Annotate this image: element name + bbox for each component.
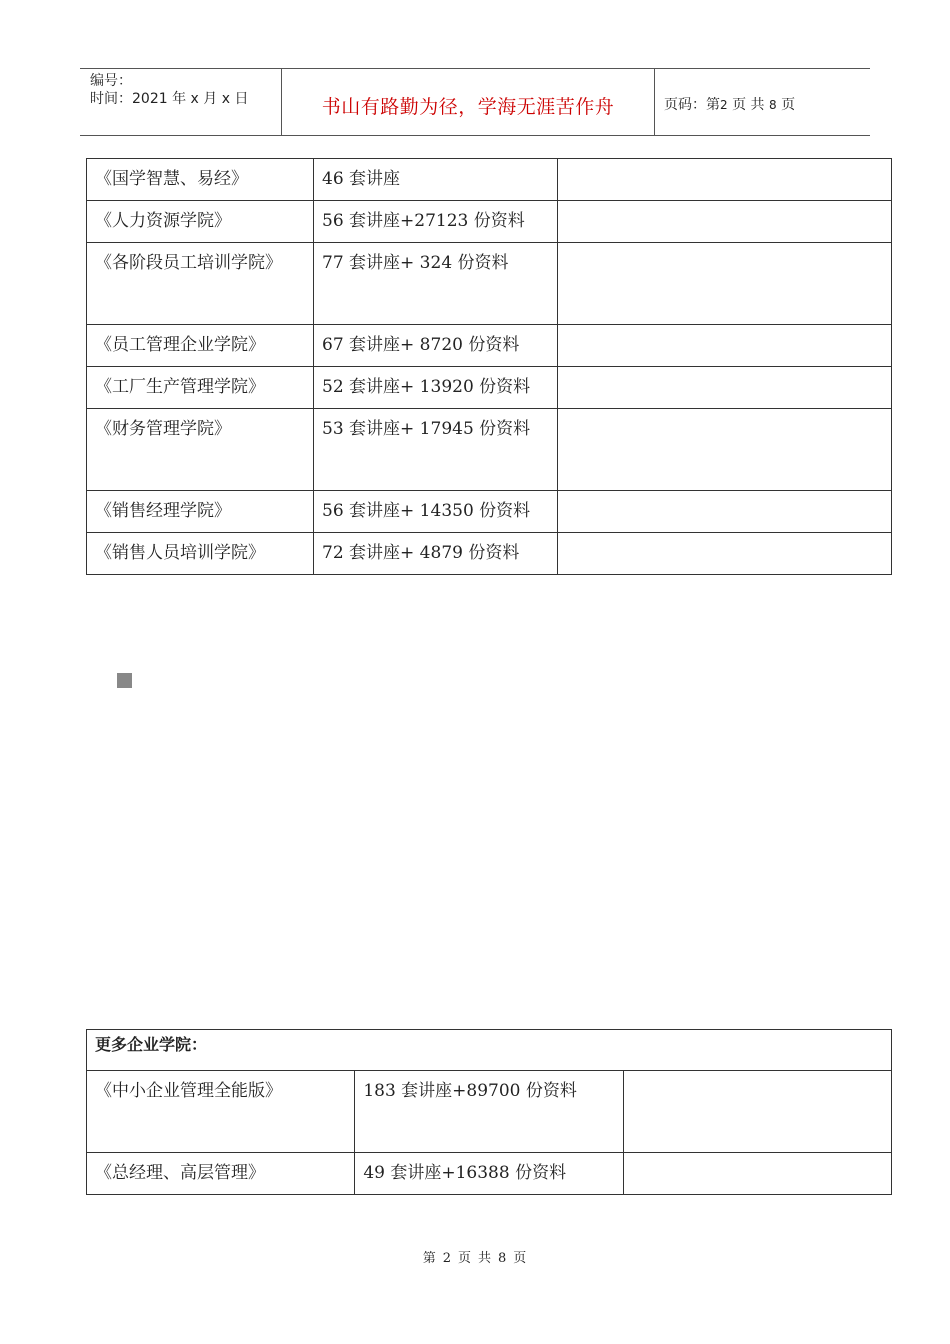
- document-number-label: 编号：: [90, 73, 132, 89]
- course-name: 《中小企业管理全能版》: [87, 1071, 355, 1153]
- document-time-label: 时间：2021 年 x 月 x 日: [90, 91, 249, 107]
- table-row: [87, 491, 892, 533]
- course-extra: [558, 201, 892, 243]
- footer-page-current: 2: [442, 1251, 452, 1266]
- course-name: 《工厂生产管理学院》: [87, 367, 314, 409]
- course-name: 《员工管理企业学院》: [87, 325, 314, 367]
- course-desc: 77 套讲座+ 324 份资料: [314, 243, 558, 325]
- table-heading: 更多企业学院：: [87, 1030, 892, 1071]
- course-extra: [558, 325, 892, 367]
- course-desc: 49 套讲座+16388 份资料: [355, 1153, 623, 1195]
- course-desc: 72 套讲座+ 4879 份资料: [314, 533, 558, 575]
- course-extra: [558, 367, 892, 409]
- table-row: [87, 159, 892, 201]
- course-name: 《销售经理学院》: [87, 491, 314, 533]
- course-name: 《人力资源学院》: [87, 201, 314, 243]
- table-row: [87, 1071, 892, 1153]
- table-row: [87, 409, 892, 491]
- course-name: 《各阶段员工培训学院》: [87, 243, 314, 325]
- page-suffix: 页: [781, 97, 796, 113]
- course-extra: [558, 243, 892, 325]
- header-bottom-rule: [80, 135, 870, 136]
- course-desc: 53 套讲座+ 17945 份资料: [314, 409, 558, 491]
- course-name: 《总经理、高层管理》: [87, 1153, 355, 1195]
- page-footer: [0, 1247, 950, 1266]
- course-extra: [558, 409, 892, 491]
- course-extra: [558, 533, 892, 575]
- footer-word-di: 第: [422, 1251, 437, 1266]
- header-motto: 书山有路勤为径，学海无涯苦作舟: [321, 96, 615, 118]
- course-extra: [623, 1153, 891, 1195]
- table-row: [87, 243, 892, 325]
- more-courses-table: [86, 1029, 892, 1195]
- table-row: [87, 533, 892, 575]
- header-page-indicator: [664, 94, 795, 114]
- course-extra: [623, 1071, 891, 1153]
- course-desc: 52 套讲座+ 13920 份资料: [314, 367, 558, 409]
- header-top-rule: [80, 68, 870, 69]
- course-extra: [558, 491, 892, 533]
- course-desc: 56 套讲座+ 14350 份资料: [314, 491, 558, 533]
- course-extra: [558, 159, 892, 201]
- footer-page-total: 8: [498, 1251, 508, 1266]
- page-mid: 页 共: [732, 97, 765, 113]
- header-divider-right: [654, 69, 655, 136]
- table-row: [87, 201, 892, 243]
- square-bullet-icon: [117, 673, 132, 688]
- table-row: [87, 1153, 892, 1195]
- page-current: 2: [720, 98, 728, 112]
- course-desc: 183 套讲座+89700 份资料: [355, 1071, 623, 1153]
- course-name: 《国学智慧、易经》: [87, 159, 314, 201]
- table-row: [87, 367, 892, 409]
- page-total: 8: [769, 98, 777, 112]
- course-name: 《财务管理学院》: [87, 409, 314, 491]
- footer-word-gong: 共: [478, 1251, 493, 1266]
- table-row: [87, 325, 892, 367]
- footer-word-ye: 页: [457, 1251, 472, 1266]
- course-name: 《销售人员培训学院》: [87, 533, 314, 575]
- course-desc: 56 套讲座+27123 份资料: [314, 201, 558, 243]
- header-meta: [90, 72, 248, 108]
- course-desc: 46 套讲座: [314, 159, 558, 201]
- course-desc: 67 套讲座+ 8720 份资料: [314, 325, 558, 367]
- footer-word-ye-end: 页: [513, 1251, 528, 1266]
- page-prefix: 页码：第: [664, 97, 720, 113]
- table-heading-row: [87, 1030, 892, 1071]
- course-table: [86, 158, 892, 575]
